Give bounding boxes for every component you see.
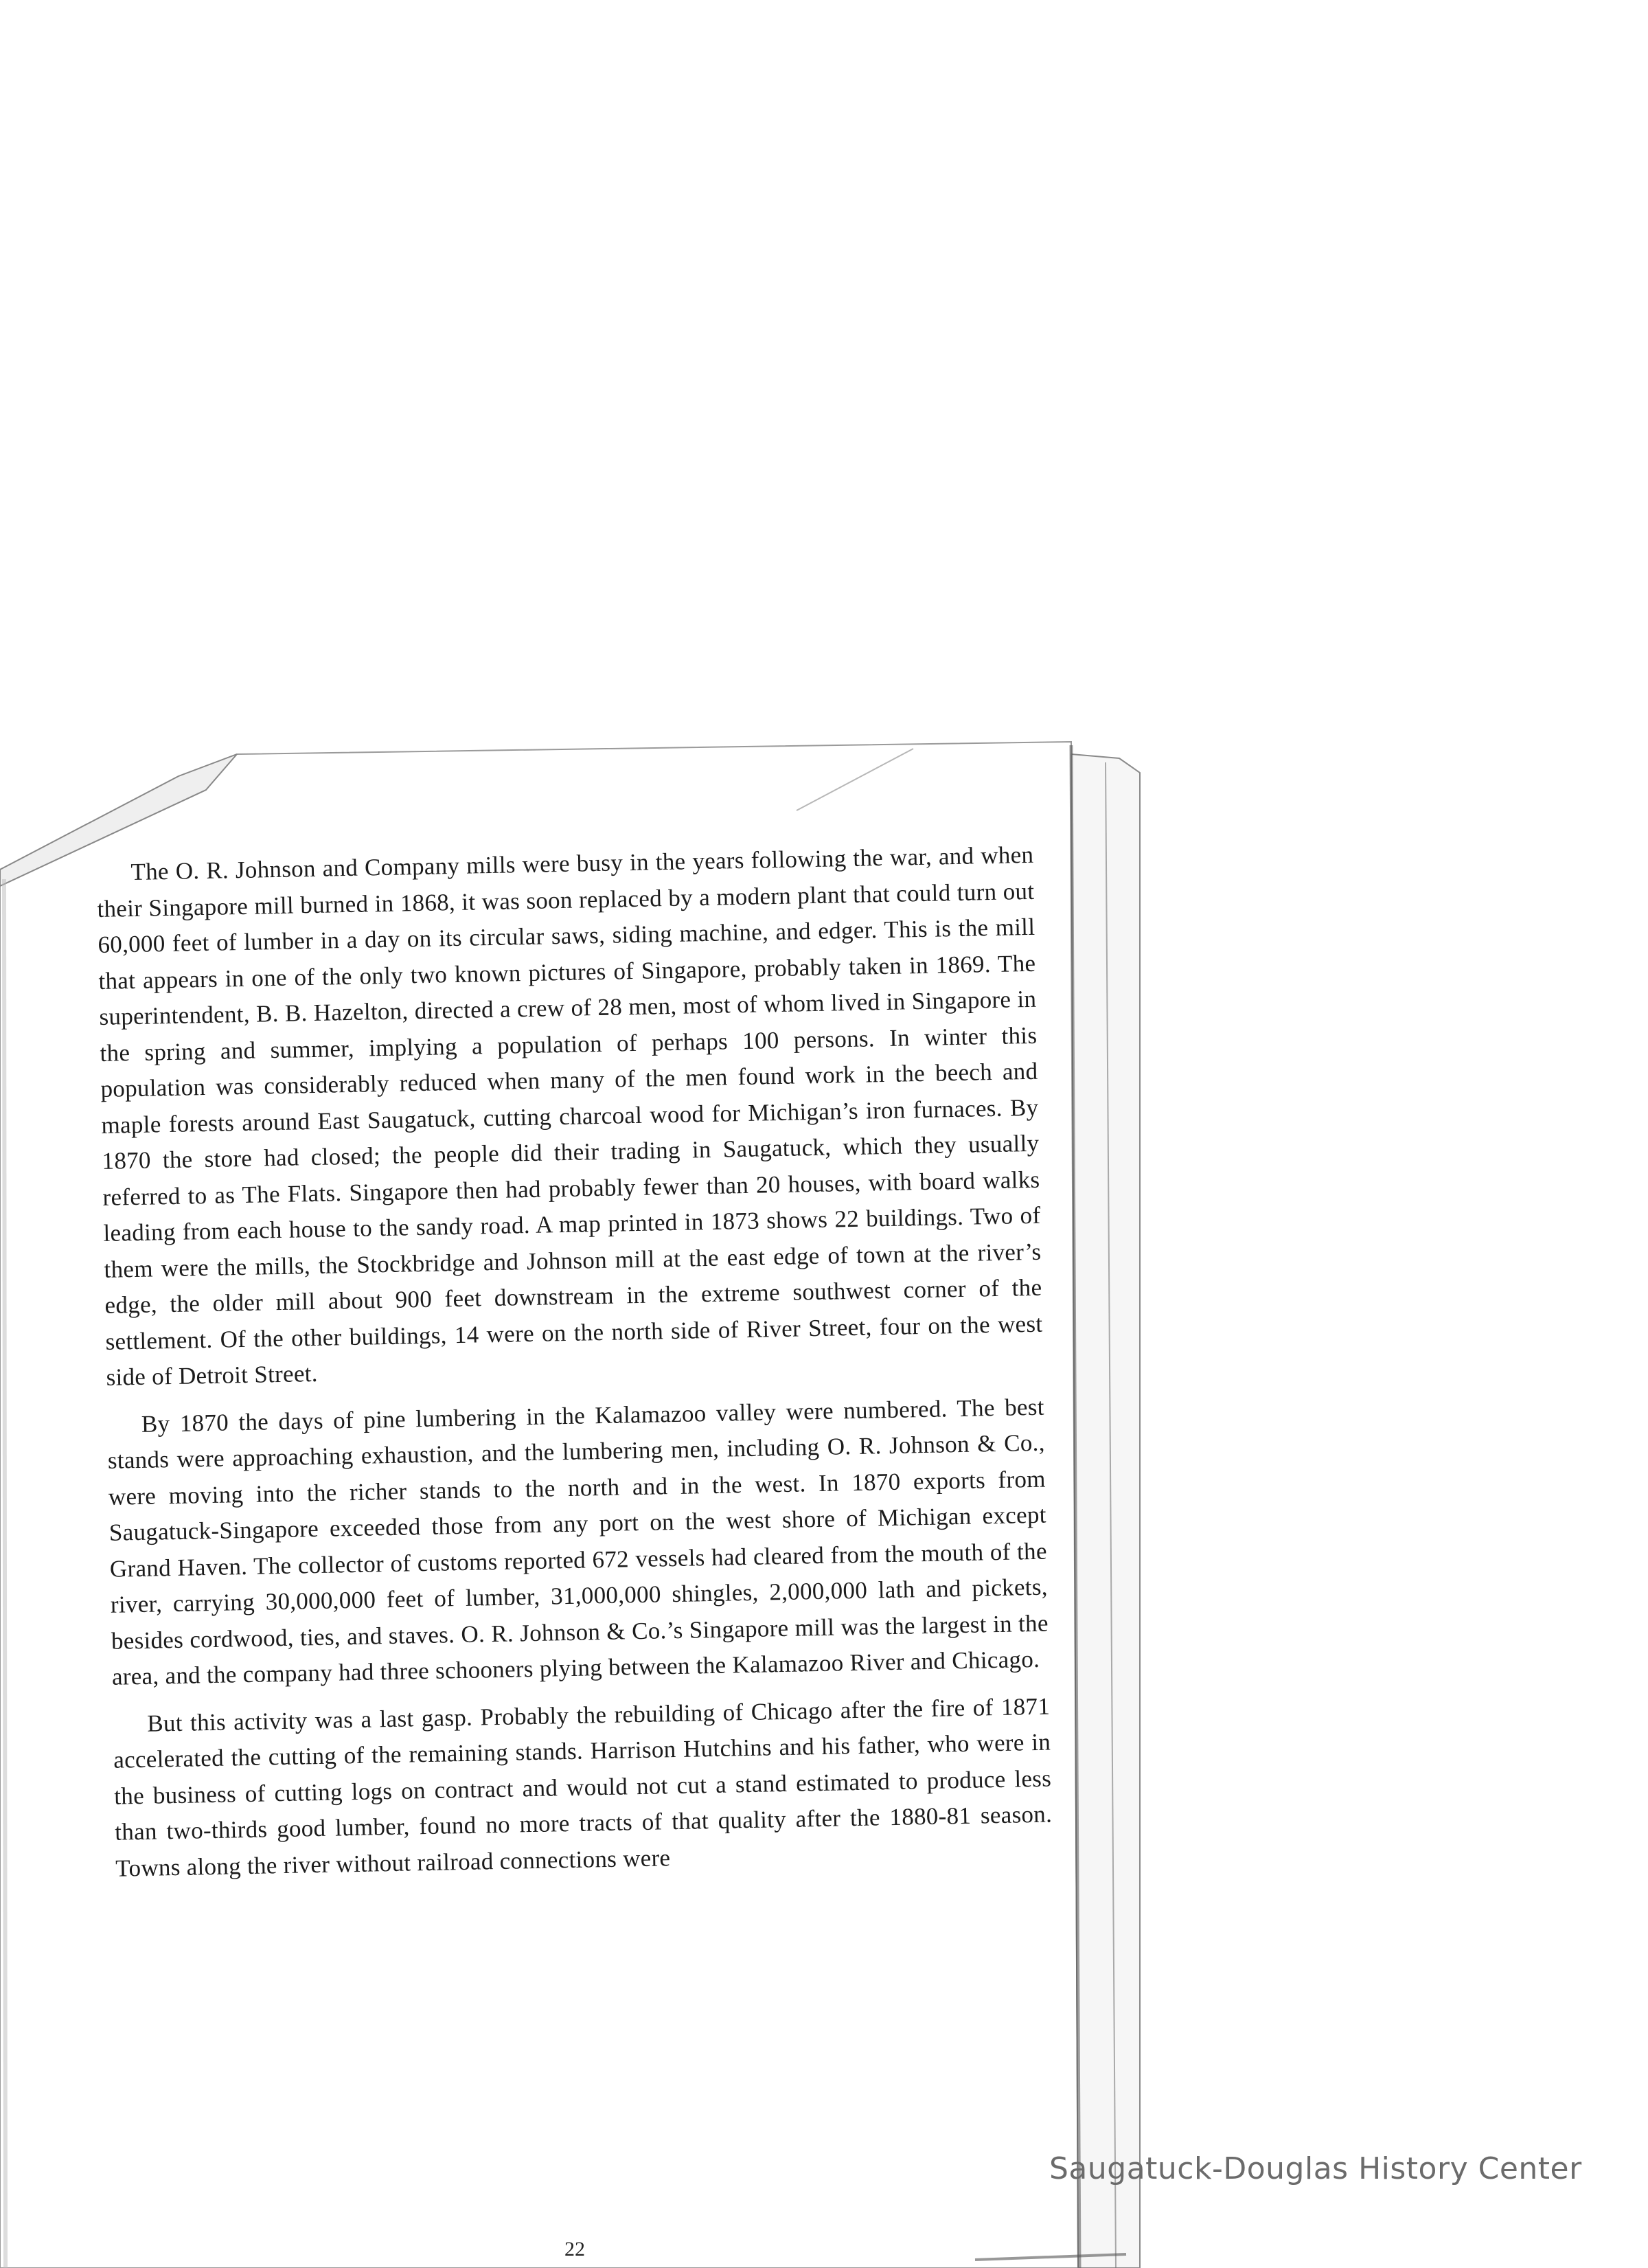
left-edge-strip bbox=[4, 879, 5, 2268]
page-body-text bbox=[96, 837, 1053, 1898]
paragraph-1: The O. R. Johnson and Company mills were busy in the years following the war, and when their Singapore mill burned in 1868, it was soon replaced by a modern plant that could turn out 60,000 feet of lumber in a day on its circular saws, siding machine, and edger. This is the mill that appears in one of the only two known pictures of Singapore, probably taken in 1869. The superintendent, B. B. Hazelton, directed a crew of 28 men, most of whom lived in Singapore in the spring and summer, implying a population of perhaps 100 persons. In winter this population was considerably reduced when many of the men found work in the beech and maple forests around East Saugatuck, cutting charcoal wood for Michigan’s iron furnaces. By 1870 the store had closed; the people did their trading in Saugatuck, which they usually referred to as The Flats. Singapore then had probably fewer than 20 houses, with board walks leading from each house to the sandy road. A map printed in 1873 shows 22 buildings. Two of them were the mills, the Stockbridge and Johnson mill at the east edge of town at the river’s edge, the older mill about 900 feet downstream in the extreme southwest corner of the settlement. Of the other buildings, 14 were on the north side of River Street, four on the west side of Detroit Street. bbox=[97, 841, 1043, 1391]
paragraph-3: But this activity was a last gasp. Probably the rebuilding of Chicago after the fire of 1871 accelerated the cutting of the remaining stands. Harrison Hutchins and his father, who were in the business of cutting logs on contract and would not cut a stand estimated to produce less than two-thirds good lumber, found no more tracts of that quality after the 1880-81 season. Towns along the river without railroad connections were bbox=[113, 1692, 1053, 1882]
page-number: 22 bbox=[564, 2238, 585, 2260]
watermark-text: Saugatuck-Douglas History Center bbox=[1049, 2151, 1582, 2186]
paragraph-2: By 1870 the days of pine lumbering in the Kalamazoo valley were numbered. The best stands were approaching exhaustion, and the lumbering men, including O. R. Johnson & Co., were moving into the richer stands to the north and in the west. In 1870 exports from Saugatuck-Singapore exceeded those from any port on the west shore of Michigan except Grand Haven. The collector of customs reported 672 vessels had cleared from the mouth of the river, carrying 30,000,000 feet of lumber, 31,000,000 shingles, 2,000,000 lath and pickets, besides cordwood, ties, and staves. O. R. Johnson & Co.’s Singapore mill was the largest in the area, and the company had three schooners plying between the Kalamazoo River and Chicago. bbox=[107, 1393, 1049, 1690]
underlying-sheet bbox=[1071, 754, 1140, 2268]
